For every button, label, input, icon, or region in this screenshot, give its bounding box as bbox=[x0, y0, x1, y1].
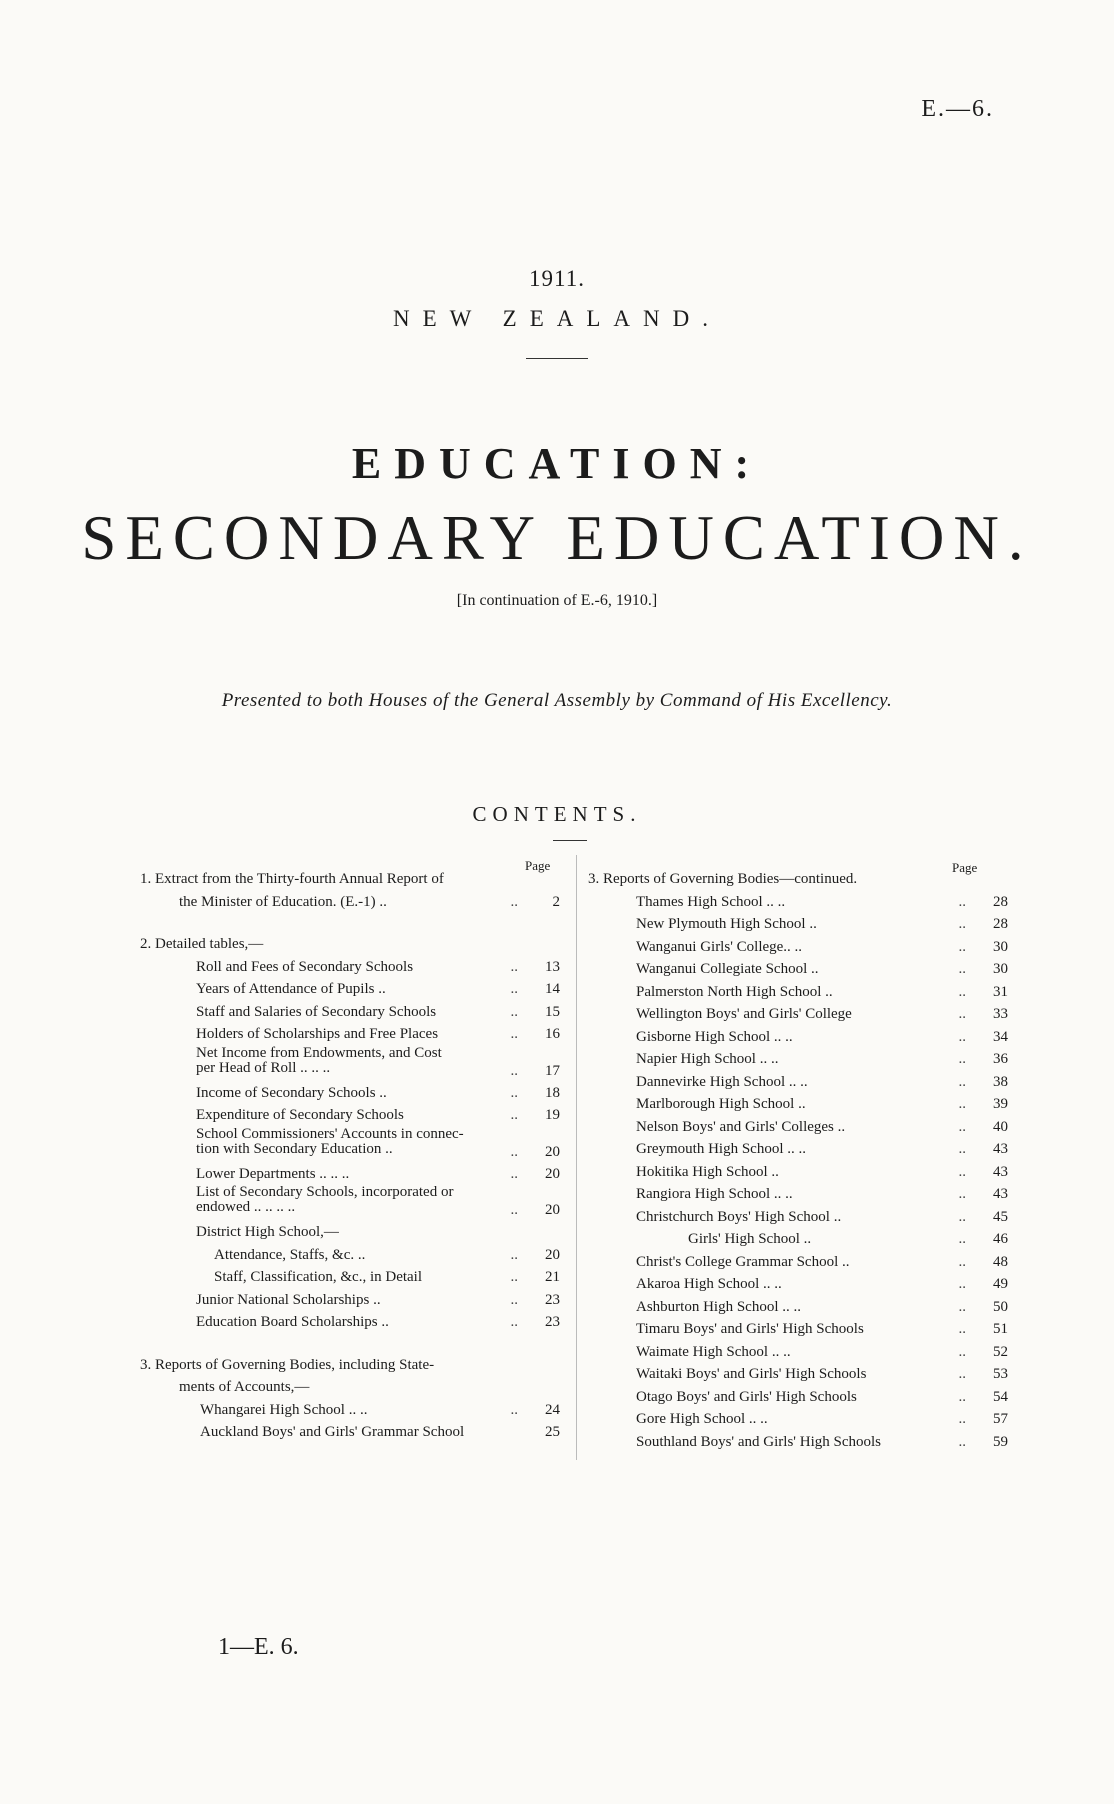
contents-page-number: 49 bbox=[993, 1276, 1008, 1292]
contents-entry bbox=[588, 1341, 1008, 1364]
contents-entry bbox=[140, 1289, 560, 1312]
contents-entry-text: Hokitika High School .. bbox=[636, 1163, 779, 1180]
contents-entry-text bbox=[196, 1185, 526, 1215]
contents-entry bbox=[588, 1138, 1008, 1161]
contents-page-number: 23 bbox=[545, 1314, 560, 1330]
contents-entry-text: Greymouth High School .. .. bbox=[636, 1141, 806, 1157]
contents-page-number: 13 bbox=[545, 958, 560, 975]
contents-page-number: 20 bbox=[545, 1246, 560, 1263]
contents-entry bbox=[140, 1311, 560, 1334]
contents-entry-text bbox=[196, 1127, 526, 1157]
contents-entry bbox=[588, 981, 1008, 1004]
contents-leader-dots: .. bbox=[958, 1073, 966, 1090]
contents-entry-text: 3. Reports of Governing Bodies, including State- bbox=[140, 1356, 435, 1373]
contents-leader-dots: .. bbox=[510, 1026, 518, 1042]
contents-page-number: 38 bbox=[993, 1073, 1008, 1090]
contents-entry-text: Wanganui Collegiate School .. bbox=[636, 961, 819, 977]
contents-entry bbox=[140, 1163, 560, 1186]
contents-entry bbox=[588, 1408, 1008, 1431]
contents-entry bbox=[588, 1206, 1008, 1229]
document-reference: E.—6. bbox=[921, 96, 994, 122]
contents-page-number: 25 bbox=[545, 1424, 560, 1440]
contents-entry bbox=[140, 1104, 560, 1127]
contents-leader-dots: .. bbox=[510, 1291, 518, 1308]
contents-page-number: 17 bbox=[545, 1062, 560, 1079]
contents-entry bbox=[140, 1221, 560, 1244]
contents-entry-line2: endowed .. .. .. .. bbox=[196, 1199, 296, 1215]
contents-entry bbox=[588, 1003, 1008, 1026]
contents-leader-dots: .. bbox=[510, 1269, 518, 1285]
contents-entry-text: District High School,— bbox=[196, 1224, 339, 1240]
contents-leader-dots: .. bbox=[958, 1141, 966, 1157]
contents-entry bbox=[588, 1296, 1008, 1319]
contents-entry-line1: Net Income from Endowments, and Cost bbox=[196, 1044, 442, 1061]
contents-page-number: 40 bbox=[993, 1118, 1008, 1135]
contents-leader-dots: .. bbox=[958, 1366, 966, 1382]
contents-entry-text: Income of Secondary Schools .. bbox=[196, 1084, 387, 1101]
contents-entry bbox=[140, 1354, 560, 1377]
column-divider bbox=[576, 855, 577, 1460]
contents-entry-text: Staff and Salaries of Secondary Schools bbox=[196, 1003, 437, 1020]
contents-entry-text: Rangiora High School .. .. bbox=[636, 1186, 793, 1202]
contents-entry bbox=[588, 1093, 1008, 1116]
contents-entry-text: 1. Extract from the Thirty-fourth Annual Report of bbox=[140, 871, 444, 887]
contents-entry-text: Waitaki Boys' and Girls' High Schools bbox=[636, 1366, 867, 1382]
contents-entry bbox=[140, 1399, 560, 1422]
contents-page-number: 18 bbox=[545, 1084, 560, 1101]
contents-entry-text: Marlborough High School .. bbox=[636, 1096, 806, 1112]
contents-leader-dots: .. bbox=[510, 1314, 518, 1330]
contents-entry-text: Christchurch Boys' High School .. bbox=[636, 1208, 842, 1225]
contents-gap bbox=[140, 913, 560, 933]
contents-leader-dots: .. bbox=[510, 1246, 518, 1263]
contents-page-number: 46 bbox=[993, 1231, 1008, 1247]
contents-leader-dots: .. bbox=[510, 1107, 518, 1123]
contents-entry bbox=[588, 1116, 1008, 1139]
contents-leader-dots: .. bbox=[510, 1202, 518, 1218]
page-signature: 1—E. 6. bbox=[218, 1634, 299, 1660]
contents-left-column bbox=[140, 868, 560, 1444]
contents-entry-text: Ashburton High School .. .. bbox=[636, 1298, 801, 1315]
contents-leader-dots: .. bbox=[958, 1006, 966, 1022]
contents-entry-text: Gisborne High School .. .. bbox=[636, 1028, 793, 1045]
divider-rule bbox=[526, 358, 588, 359]
contents-entry-text: Wanganui Girls' College.. .. bbox=[636, 938, 803, 955]
contents-page-number: 43 bbox=[993, 1163, 1008, 1180]
contents-right-heading-text: 3. Reports of Governing Bodies—continued. bbox=[588, 871, 858, 887]
contents-entry bbox=[588, 1026, 1008, 1049]
contents-page-number: 51 bbox=[993, 1321, 1008, 1337]
contents-entry-line1: List of Secondary Schools, incorporated or bbox=[196, 1184, 454, 1200]
contents-leader-dots: .. bbox=[510, 981, 518, 997]
contents-leader-dots: .. bbox=[510, 1003, 518, 1020]
contents-right-column bbox=[588, 868, 1008, 1453]
contents-entry-text: New Plymouth High School .. bbox=[636, 916, 817, 932]
contents-entry-line2: per Head of Roll .. .. .. bbox=[196, 1059, 331, 1076]
contents-entry-text: Waimate High School .. .. bbox=[636, 1343, 791, 1360]
contents-leader-dots: .. bbox=[958, 1231, 966, 1247]
contents-entry-text: Dannevirke High School .. .. bbox=[636, 1073, 808, 1090]
contents-leader-dots: .. bbox=[510, 893, 518, 910]
contents-entry-text: Timaru Boys' and Girls' High Schools bbox=[636, 1321, 864, 1337]
contents-page-number: 33 bbox=[993, 1006, 1008, 1022]
contents-entry-text bbox=[196, 1046, 526, 1076]
contents-page-number: 34 bbox=[993, 1028, 1008, 1045]
contents-leader-dots: .. bbox=[958, 1276, 966, 1292]
contents-page-number: 19 bbox=[545, 1107, 560, 1123]
document-subtitle: SECONDARY EDUCATION. bbox=[81, 503, 1033, 573]
contents-entry-text: Junior National Scholarships .. bbox=[196, 1291, 381, 1308]
contents-leader-dots: .. bbox=[958, 1411, 966, 1427]
contents-entry bbox=[588, 1228, 1008, 1251]
contents-entry-text: Staff, Classification, &c., in Detail bbox=[214, 1269, 423, 1285]
contents-entry bbox=[140, 1244, 560, 1267]
contents-leader-dots: .. bbox=[958, 1118, 966, 1135]
contents-entry bbox=[140, 956, 560, 979]
continuation-note: [In continuation of E.-6, 1910.] bbox=[456, 592, 658, 609]
contents-page-number: 23 bbox=[545, 1291, 560, 1308]
contents-entry-text: Auckland Boys' and Girls' Grammar School bbox=[200, 1424, 465, 1440]
contents-page-number: 54 bbox=[993, 1388, 1008, 1405]
contents-entry-text: Christ's College Grammar School .. bbox=[636, 1253, 850, 1270]
contents-entry bbox=[140, 978, 560, 1001]
contents-page-number: 20 bbox=[545, 1143, 560, 1160]
contents-entry bbox=[140, 1082, 560, 1105]
contents-leader-dots: .. bbox=[958, 893, 966, 910]
contents-entry-text: Girls' High School .. bbox=[688, 1231, 812, 1247]
contents-page-number: 16 bbox=[545, 1026, 560, 1042]
contents-entry bbox=[140, 1266, 560, 1289]
contents-leader-dots: .. bbox=[510, 1084, 518, 1101]
contents-entry bbox=[588, 1318, 1008, 1341]
contents-entry-text: Holders of Scholarships and Free Places bbox=[196, 1026, 439, 1042]
contents-page-number: 24 bbox=[545, 1401, 560, 1418]
contents-page-number: 45 bbox=[993, 1208, 1008, 1225]
contents-leader-dots: .. bbox=[958, 1163, 966, 1180]
contents-entry bbox=[588, 1183, 1008, 1206]
contents-page-number: 30 bbox=[993, 938, 1008, 955]
contents-leader-dots: .. bbox=[958, 938, 966, 955]
contents-entry bbox=[588, 1251, 1008, 1274]
presentation-note: Presented to both Houses of the General Assembly by Command of His Excellency. bbox=[221, 690, 893, 711]
contents-entry bbox=[140, 1046, 560, 1082]
contents-leader-dots: .. bbox=[510, 1062, 518, 1079]
contents-entry bbox=[588, 1161, 1008, 1184]
contents-entry-text: Palmerston North High School .. bbox=[636, 983, 833, 1000]
contents-heading: CONTENTS. bbox=[472, 802, 642, 826]
contents-leader-dots: .. bbox=[958, 1433, 966, 1450]
contents-page-number: 28 bbox=[993, 916, 1008, 932]
contents-entry bbox=[140, 933, 560, 956]
contents-leader-dots: .. bbox=[958, 1388, 966, 1405]
contents-page-number: 52 bbox=[993, 1343, 1008, 1360]
contents-entry bbox=[140, 1001, 560, 1024]
contents-entry-text: Otago Boys' and Girls' High Schools bbox=[636, 1388, 857, 1405]
document-title: EDUCATION: bbox=[351, 439, 763, 488]
contents-entry bbox=[140, 1127, 560, 1163]
contents-entry bbox=[140, 868, 560, 891]
contents-entry-text: Akaroa High School .. .. bbox=[636, 1276, 782, 1292]
contents-entry-line2: tion with Secondary Education .. bbox=[196, 1140, 393, 1157]
contents-page-number: 21 bbox=[545, 1269, 560, 1285]
contents-entry-text: Expenditure of Secondary Schools bbox=[196, 1107, 404, 1123]
contents-leader-dots: .. bbox=[958, 916, 966, 932]
contents-entry-text: Southland Boys' and Girls' High Schools bbox=[636, 1433, 881, 1450]
contents-leader-dots: .. bbox=[510, 1165, 518, 1182]
contents-leader-dots: .. bbox=[958, 1028, 966, 1045]
contents-entry bbox=[588, 1363, 1008, 1386]
contents-page-number: 31 bbox=[993, 983, 1008, 1000]
contents-page-number: 15 bbox=[545, 1003, 560, 1020]
contents-page-number: 20 bbox=[545, 1202, 560, 1218]
contents-entry bbox=[588, 891, 1008, 914]
contents-page-number: 39 bbox=[993, 1096, 1008, 1112]
contents-leader-dots: .. bbox=[958, 1298, 966, 1315]
contents-page-number: 43 bbox=[993, 1186, 1008, 1202]
contents-page-number: 50 bbox=[993, 1298, 1008, 1315]
contents-leader-dots: .. bbox=[510, 1401, 518, 1418]
contents-entry bbox=[588, 1071, 1008, 1094]
contents-entry bbox=[588, 1048, 1008, 1071]
document-year: 1911. bbox=[529, 266, 585, 291]
contents-entry-text: Nelson Boys' and Girls' Colleges .. bbox=[636, 1118, 846, 1135]
contents-page-number: 36 bbox=[993, 1051, 1008, 1067]
contents-leader-dots: .. bbox=[958, 961, 966, 977]
contents-entry bbox=[588, 958, 1008, 981]
contents-entry-text: Thames High School .. .. bbox=[636, 893, 786, 910]
contents-leader-dots: .. bbox=[958, 1343, 966, 1360]
contents-entry-text: Roll and Fees of Secondary Schools bbox=[196, 958, 414, 975]
contents-entry-text: Attendance, Staffs, &c. .. bbox=[214, 1246, 366, 1263]
contents-page-number: 59 bbox=[993, 1433, 1008, 1450]
contents-entry-text: Education Board Scholarships .. bbox=[196, 1314, 389, 1330]
contents-leader-dots: .. bbox=[958, 1051, 966, 1067]
contents-entry-text: Gore High School .. .. bbox=[636, 1411, 768, 1427]
contents-entry-text: Wellington Boys' and Girls' College bbox=[636, 1006, 852, 1022]
contents-page-number: 57 bbox=[993, 1411, 1008, 1427]
contents-leader-dots: .. bbox=[510, 958, 518, 975]
contents-leader-dots: .. bbox=[958, 1096, 966, 1112]
contents-rule bbox=[553, 840, 587, 841]
contents-page-number: 53 bbox=[993, 1366, 1008, 1382]
contents-entry bbox=[588, 1273, 1008, 1296]
contents-entry bbox=[140, 1185, 560, 1221]
contents-page-number: 20 bbox=[545, 1165, 560, 1182]
contents-page-number: 43 bbox=[993, 1141, 1008, 1157]
contents-entry-text: Years of Attendance of Pupils .. bbox=[196, 981, 386, 997]
contents-entry bbox=[588, 936, 1008, 959]
contents-entry bbox=[588, 913, 1008, 936]
contents-entry-text: Whangarei High School .. .. bbox=[200, 1401, 368, 1418]
contents-entry bbox=[140, 891, 560, 914]
contents-page-number: 48 bbox=[993, 1253, 1008, 1270]
contents-leader-dots: .. bbox=[958, 1321, 966, 1337]
contents-leader-dots: .. bbox=[958, 1186, 966, 1202]
contents-page-number: 14 bbox=[545, 981, 560, 997]
contents-entry bbox=[140, 1376, 560, 1399]
contents-right-heading bbox=[588, 868, 1008, 891]
contents-entry bbox=[140, 1023, 560, 1046]
contents-leader-dots: .. bbox=[958, 1208, 966, 1225]
contents-entry bbox=[588, 1431, 1008, 1454]
contents-entry bbox=[140, 1421, 560, 1444]
contents-page-number: 28 bbox=[993, 893, 1008, 910]
contents-entry-text: Napier High School .. .. bbox=[636, 1051, 779, 1067]
contents-leader-dots: .. bbox=[958, 1253, 966, 1270]
contents-entry-line1: School Commissioners' Accounts in connec- bbox=[196, 1125, 464, 1142]
contents-entry bbox=[588, 1386, 1008, 1409]
contents-entry-text: Lower Departments .. .. .. bbox=[196, 1165, 350, 1182]
country-name: NEW ZEALAND. bbox=[392, 306, 722, 331]
contents-page-number: 30 bbox=[993, 961, 1008, 977]
contents-gap bbox=[140, 1334, 560, 1354]
contents-entry-text: the Minister of Education. (E.-1) .. bbox=[179, 893, 387, 910]
page-column-label-right: Page bbox=[952, 860, 978, 875]
contents-entry-text: ments of Accounts,— bbox=[179, 1379, 310, 1395]
page-column-label-left: Page bbox=[525, 858, 551, 873]
contents-leader-dots: .. bbox=[958, 983, 966, 1000]
contents-entry-text: 2. Detailed tables,— bbox=[140, 936, 264, 952]
contents-page-number: 2 bbox=[552, 893, 560, 910]
contents-leader-dots: .. bbox=[510, 1143, 518, 1160]
